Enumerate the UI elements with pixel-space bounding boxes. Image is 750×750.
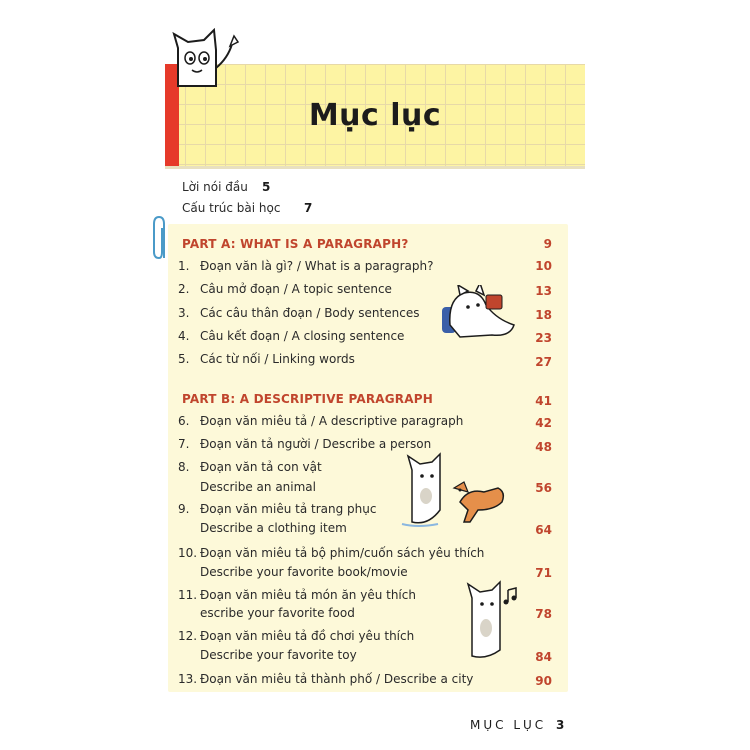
item-number: 4. [178, 329, 190, 343]
item-title: Đoạn văn tả con vật [200, 460, 322, 474]
item-page: 78 [535, 607, 552, 621]
part-a-page: 9 [543, 237, 552, 251]
item-subtitle: Describe a clothing item [200, 521, 347, 535]
item-subtitle: escribe your favorite food [200, 606, 355, 620]
item-title: Đoạn văn miêu tả đồ chơi yêu thích [200, 629, 415, 643]
item-number: 1. [178, 259, 190, 273]
item-page: 90 [535, 674, 552, 688]
item-page: 64 [535, 523, 552, 537]
item-page: 56 [535, 481, 552, 495]
item-title: Các câu thân đoạn / Body sentences [200, 306, 420, 320]
item-title: Đoạn văn miêu tả món ăn yêu thích [200, 588, 416, 602]
structure-label: Cấu trúc bài học [182, 201, 281, 215]
part-b-page: 41 [535, 394, 552, 408]
reading-mascot-icon [440, 285, 520, 343]
item-subtitle: Describe your favorite toy [200, 648, 357, 662]
item-page: 10 [535, 259, 552, 273]
item-page: 42 [535, 416, 552, 430]
item-page: 23 [535, 331, 552, 345]
item-number: 7. [178, 437, 190, 451]
item-number: 5. [178, 352, 190, 366]
part-b-heading: PART B: A DESCRIPTIVE PARAGRAPH [182, 392, 433, 406]
item-number: 2. [178, 282, 190, 296]
item-page: 27 [535, 355, 552, 369]
item-title: Đoạn văn miêu tả thành phố / Describe a city [200, 672, 474, 686]
item-subtitle: Describe your favorite book/movie [200, 565, 408, 579]
item-number: 9. [178, 502, 190, 516]
paperclip-icon [152, 214, 170, 262]
item-page: 48 [535, 440, 552, 454]
item-page: 13 [535, 284, 552, 298]
item-page: 18 [535, 308, 552, 322]
structure-page: 7 [304, 201, 313, 215]
cat-mascot-icon [170, 28, 250, 88]
preface-label: Lời nói đầu [182, 180, 248, 194]
preface-page: 5 [262, 180, 271, 194]
item-title: Câu mở đoạn / A topic sentence [200, 282, 392, 296]
item-number: 6. [178, 414, 190, 428]
item-page: 71 [535, 566, 552, 580]
footer-label: MỤC LỤC [470, 718, 547, 732]
page-title: Mục lục [308, 98, 442, 133]
part-a-heading: PART A: WHAT IS A PARAGRAPH? [182, 237, 409, 251]
item-title: Đoạn văn miêu tả trang phục [200, 502, 377, 516]
singing-mascot-icon [462, 580, 524, 660]
item-title: Đoạn văn là gì? / What is a paragraph? [200, 259, 434, 273]
item-number: 10. [178, 546, 198, 560]
item-number: 8. [178, 460, 190, 474]
item-subtitle: Describe an animal [200, 480, 316, 494]
item-number: 13. [178, 672, 198, 686]
item-title: Các từ nối / Linking words [200, 352, 355, 366]
item-title: Đoạn văn miêu tả bộ phim/cuốn sách yêu thích [200, 546, 485, 560]
item-title: Câu kết đoạn / A closing sentence [200, 329, 405, 343]
item-page: 84 [535, 650, 552, 664]
item-title: Đoạn văn miêu tả / A descriptive paragraph [200, 414, 464, 428]
footer-page-number: 3 [556, 718, 565, 732]
item-number: 3. [178, 306, 190, 320]
item-number: 11. [178, 588, 198, 602]
item-number: 12. [178, 629, 198, 643]
cat-and-dog-icon [398, 452, 518, 528]
item-title: Đoạn văn tả người / Describe a person [200, 437, 432, 451]
